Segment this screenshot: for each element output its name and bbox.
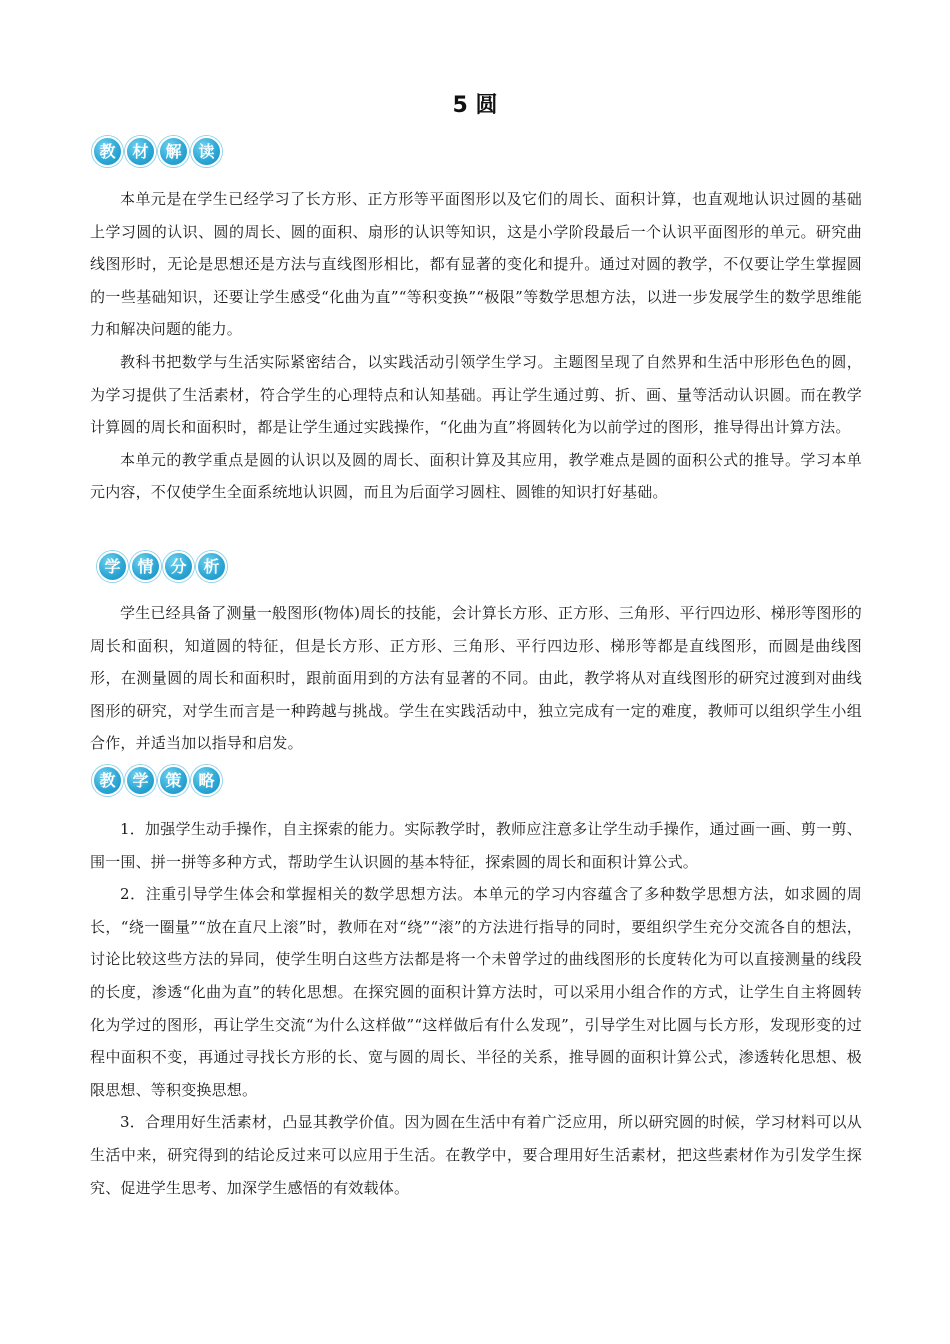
badge-char: 学	[97, 551, 128, 582]
badge-char: 学	[125, 765, 156, 796]
badge-char: 读	[191, 136, 222, 167]
paragraph: 1．加强学生动手操作，自主探索的能力。实际教学时，教师应注意多让学生动手操作，通过画一画、剪一剪、围一围、拼一拼等多种方式，帮助学生认识圆的基本特征，探索圆的周长和面积计算公式。	[90, 820, 862, 871]
badge-char: 解	[158, 136, 189, 167]
paragraph: 教科书把数学与生活实际紧密结合，以实践活动引领学生学习。主题图呈现了自然界和生活中形形色色的圆，为学习提供了生活素材，符合学生的心理特点和认知基础。再让学生通过剪、折、画、量等活动认识圆。而在教学计算圆的周长和面积时，都是让学生通过实践操作，“化曲为直”将圆转化为以前学过的图形，推导得出计算方法。	[90, 352, 862, 437]
section-badge-analysis	[97, 551, 227, 582]
badge-char: 材	[125, 136, 156, 167]
badge-char: 教	[92, 136, 123, 167]
page-title: 5 圆	[452, 93, 498, 118]
badge-char: 略	[191, 765, 222, 796]
badge-char: 析	[196, 551, 227, 582]
badge-char: 策	[158, 765, 189, 796]
section-strategy-body	[90, 813, 862, 1204]
paragraph: 本单元是在学生已经学习了长方形、正方形等平面图形以及它们的周长、面积计算，也直观地认识过圆的基础上学习圆的认识、圆的周长、圆的面积、扇形的认识等知识，这是小学阶段最后一个认识平面图形的单元。研究曲线图形时，无论是思想还是方法与直线图形相比，都有显著的变化和提升。通过对圆的教学，不仅要让学生掌握圆的一些基础知识，还要让学生感受“化曲为直”“等积变换”“极限”等数学思想方法，以进一步发展学生的数学思维能力和解决问题的能力。	[90, 190, 862, 339]
section-analysis-body	[90, 597, 862, 760]
paragraph: 2．注重引导学生体会和掌握相关的数学思想方法。本单元的学习内容蕴含了多种数学思想方法，如求圆的周长，“绕一圈量”“放在直尺上滚”时，教师在对“绕”“滚”的方法进行指导的同时，要组织学生充分交流各自的想法，讨论比较这些方法的异同，使学生明白这些方法都是将一个未曾学过的曲线图形的长度转化为可以直接测量的线段的长度，渗透“化曲为直”的转化思想。在探究圆的面积计算方法时，可以采用小组合作的方式，让学生自主将圆转化为学过的图形，再让学生交流“为什么这样做”“这样做后有什么发现”，引导学生对比圆与长方形，发现形变的过程中面积不变，再通过寻找长方形的长、宽与圆的周长、半径的关系，推导圆的面积计算公式，渗透转化思想、极限思想、等积变换思想。	[90, 885, 862, 1099]
badge-char: 情	[130, 551, 161, 582]
badge-char: 分	[163, 551, 194, 582]
paragraph: 3．合理用好生活素材，凸显其教学价值。因为圆在生活中有着广泛应用，所以研究圆的时候，学习材料可以从生活中来，研究得到的结论反过来可以应用于生活。在教学中，要合理用好生活素材，把这些素材作为引发学生探究、促进学生思考、加深学生感悟的有效载体。	[90, 1113, 862, 1197]
paragraph: 本单元的教学重点是圆的认识以及圆的周长、面积计算及其应用，教学难点是圆的面积公式的推导。学习本单元内容，不仅使学生全面系统地认识圆，而且为后面学习圆柱、圆锥的知识打好基础。	[90, 450, 862, 502]
section-reading-body	[90, 183, 862, 509]
paragraph: 学生已经具备了测量一般图形(物体)周长的技能，会计算长方形、正方形、三角形、平行四边形、梯形等图形的周长和面积，知道圆的特征，但是长方形、正方形、三角形、平行四边形、梯形等都是直线图形，而圆是曲线图形，在测量圆的周长和面积时，跟前面用到的方法有显著的不同。由此，教学将从对直线图形的研究过渡到对曲线图形的研究，对学生而言是一种跨越与挑战。学生在实践活动中，独立完成有一定的难度，教师可以组织学生小组合作，并适当加以指导和启发。	[90, 604, 862, 753]
badge-char: 教	[92, 765, 123, 796]
section-badge-strategy	[92, 765, 222, 796]
section-badge-reading	[92, 136, 222, 167]
